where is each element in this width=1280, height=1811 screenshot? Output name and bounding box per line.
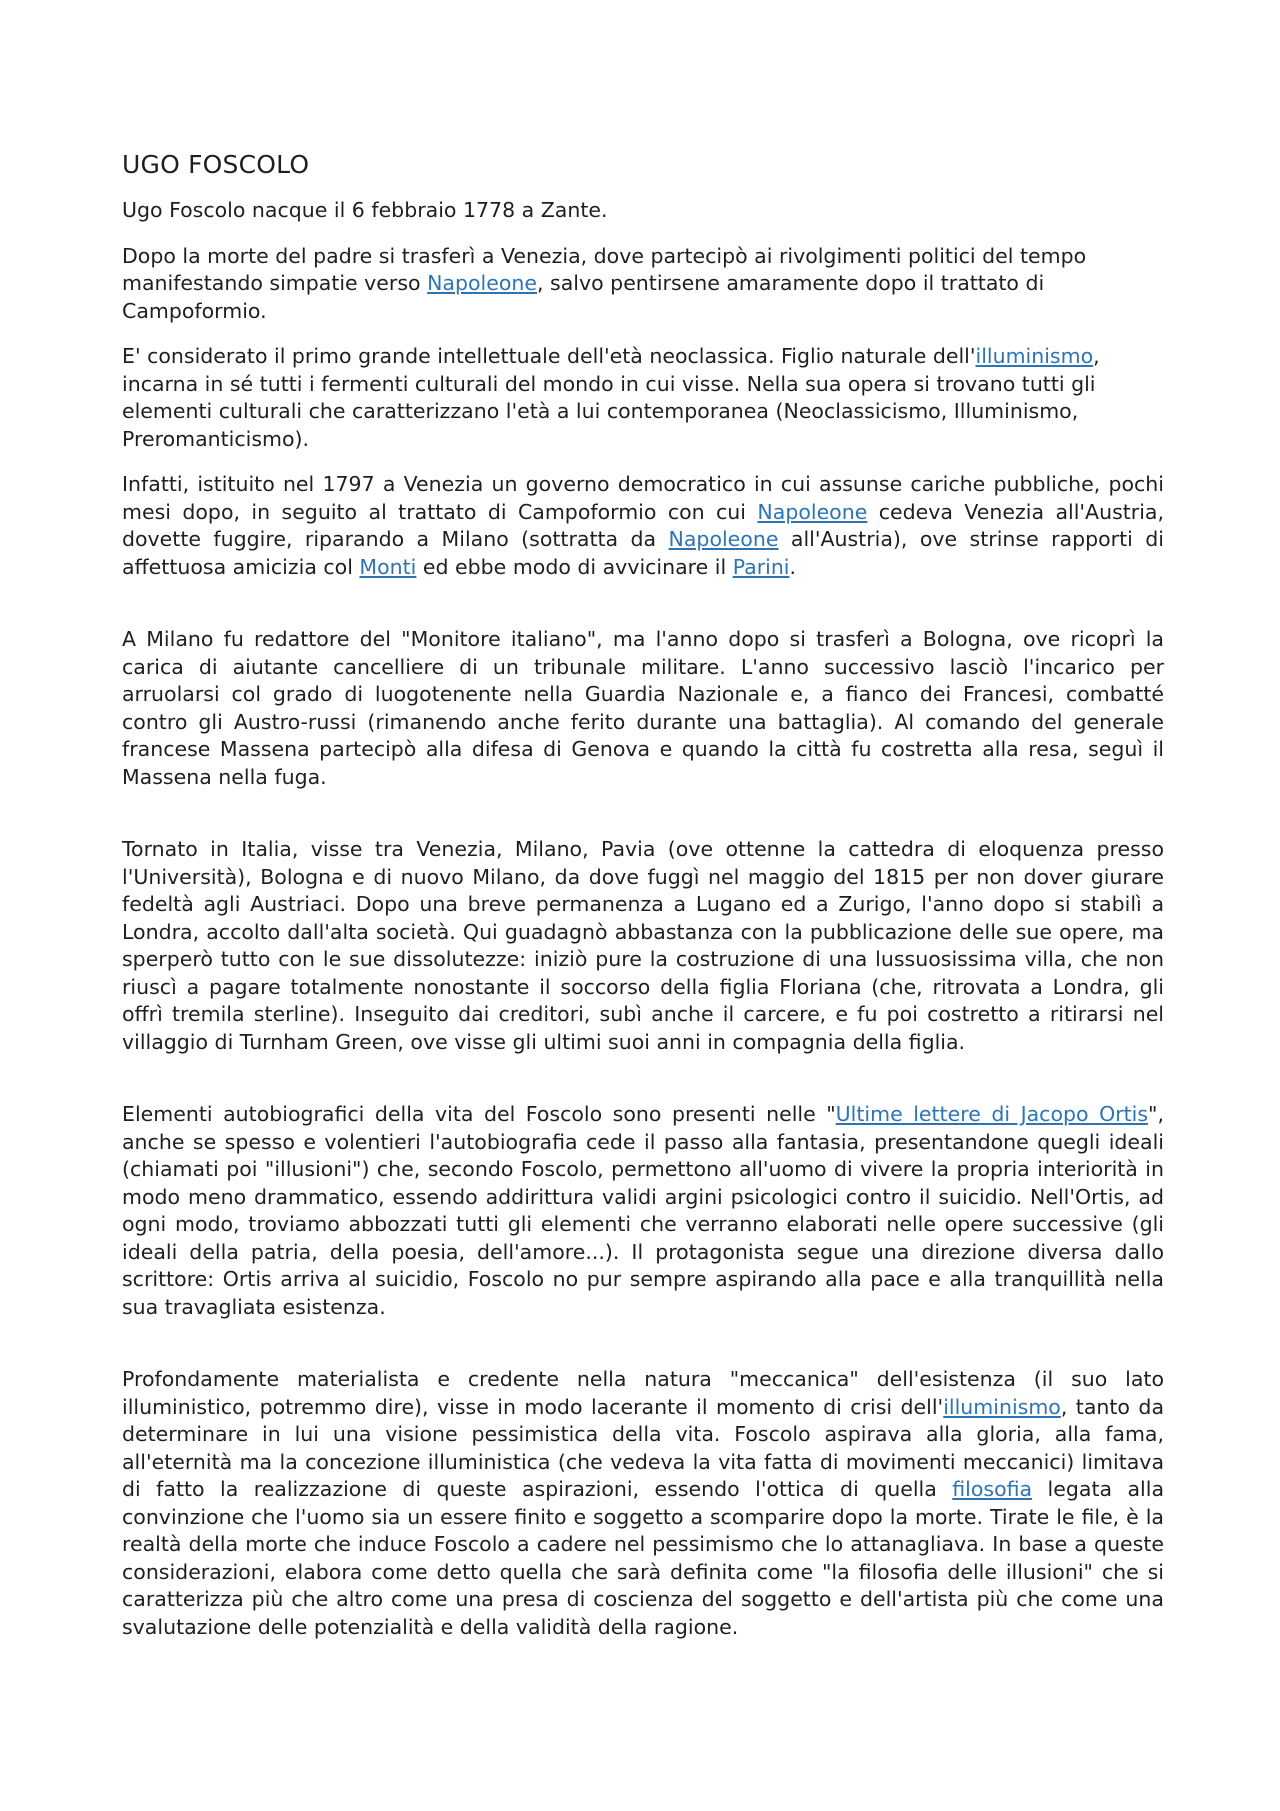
text-span: all'Austria), ove strinse rapporti di affettuosa amicizia col: [122, 527, 1164, 579]
link-napoleone[interactable]: Napoleone: [668, 527, 779, 551]
text-span: ed ebbe modo di avvicinare il: [416, 554, 733, 579]
text-span: .: [789, 554, 797, 579]
spacer: [122, 1074, 1164, 1101]
text-span: , incarna in sé tutti i fermenti culturali del mondo in cui visse. Nella sua opera si trovano tutti gli elementi culturali che caratterizzano l'età a lui contemporanea (Neoclassicismo, Illuminismo, Preromanticismo).: [122, 344, 1100, 451]
link-napoleone[interactable]: Napoleone: [757, 499, 868, 524]
paragraph-milano: A Milano fu redattore del "Monitore italiano", ma l'anno dopo si trasferì a Bologna, ove ricoprì la carica di aiutante cancelliere di un tribunale militare. L'anno successivo lasciò l'incarico per arruolarsi col grado di luogotenente nella Guardia Nazionale e, a fianco dei Francesi, combatté contro gli Austro-russi (rimanendo anche ferito durante una battaglia). Al comando del generale francese Massena partecipò alla difesa di Genova e quando la città fu costretta alla resa, seguì il Massena nella fuga.: [122, 627, 1164, 789]
paragraph-birth: Ugo Foscolo nacque il 6 febbraio 1778 a Zante.: [122, 198, 608, 222]
document-title: UGO FOSCOLO: [122, 150, 310, 179]
paragraph-materialista: [122, 1366, 1164, 1641]
link-parini[interactable]: Parini: [732, 554, 790, 579]
text-span: Profondamente materialista e credente nella natura "meccanica" dell'esistenza (il suo lato illuministico, potremmo dire), visse in modo lacerante il momento di crisi dell': [122, 1367, 1164, 1419]
text-span: cedeva Venezia all'Austria, dovette fuggire, riparando a Milano (sottratta da: [122, 499, 1164, 551]
paragraph-governo: [122, 471, 1164, 581]
paragraph-neoclassica: [122, 343, 1164, 453]
text-span: E' considerato il primo grande intellettuale dell'età neoclassica. Figlio naturale dell': [122, 344, 976, 368]
link-illuminismo[interactable]: illuminismo: [943, 1394, 1061, 1419]
text-span: , tanto da determinare in lui una visione pessimistica della vita. Foscolo aspirava alla gloria, alla fama, all'eternità ma la concezione illuministica (che vedeva la vita fatta di movimenti meccanici) limitava di fatto la realizzazione di queste aspirazioni, essendo l'ottica di quella: [122, 1394, 1165, 1501]
text-span: Infatti, istituito nel 1797 a Venezia un governo democratico in cui assunse cariche pubbliche, pochi mesi dopo, in seguito al trattato di Campoformio con cui: [122, 472, 1164, 524]
link-monti[interactable]: Monti: [359, 554, 417, 579]
paragraph-londra: Tornato in Italia, visse tra Venezia, Milano, Pavia (ove ottenne la cattedra di eloquenza presso l'Università), Bologna e di nuovo Milano, da dove fuggì nel maggio del 1815 per non dover giurare fedeltà agli Austriaci. Dopo una breve permanenza a Lugano ed a Zurigo, l'anno dopo si stabilì a Londra, accolto dall'alta società. Qui guadagnò abbastanza con la pubblicazione delle sue opere, ma sperperò tutto con le sue dissolutezze: iniziò pure la costruzione di una lussuosissima villa, che non riuscì a pagare totalmente nonostante il soccorso della figlia Floriana (che, ritrovata a Londra, gli offrì tremila sterline). Inseguito dai creditori, subì anche il carcere, e fu poi costretto a ritirarsi nel villaggio di Turnham Green, ove visse gli ultimi suoi anni in compagnia della figlia.: [122, 837, 1164, 1054]
spacer: [122, 809, 1164, 836]
spacer: [122, 1339, 1164, 1366]
link-napoleone[interactable]: Napoleone: [427, 271, 538, 295]
text-span: ", anche se spesso e volentieri l'autobiografia cede il passo alla fantasia, presentandone quegli ideali (chiamati poi "illusioni") che, secondo Foscolo, permettono all'uomo di vivere la propria interiorità in modo meno drammatico, essendo addirittura validi argini psicologici contro il suicidio. Nell'Ortis, ad ogni modo, troviamo abbozzati tutti gli elementi che verranno elaborati nelle opere successive (gli ideali della patria, della poesia, dell'amore...). Il protagonista segue una direzione diversa dallo scrittore: Ortis arriva al suicidio, Foscolo no pur sempre aspirando alla pace e alla tranquillità nella sua travagliata esistenza.: [122, 1102, 1164, 1319]
text-span: Dopo la morte del padre si trasferì a Venezia, dove partecipò ai rivolgimenti politici del tempo manifestando simpatie verso: [122, 243, 1087, 295]
link-jacopo-ortis[interactable]: Ultime lettere di Jacopo Ortis: [835, 1102, 1149, 1126]
link-illuminismo[interactable]: illuminismo: [975, 344, 1094, 368]
link-filosofia[interactable]: filosofia: [952, 1477, 1033, 1501]
paragraph-ortis: [122, 1101, 1164, 1321]
spacer: [122, 599, 1164, 626]
text-span: Elementi autobiografici della vita del Foscolo sono presenti nelle ": [122, 1102, 836, 1126]
text-span: , salvo pentirsene amaramente dopo il trattato di Campoformio.: [122, 271, 1045, 323]
text-span: legata alla convinzione che l'uomo sia un essere finito e soggetto a scomparire dopo la morte. Tirate le file, è la realtà della morte che induce Foscolo a cadere nel pessimismo che lo attanagliava. In base a queste considerazioni, elabora come detto quella che sarà definita come "la filosofia delle illusioni" che si caratterizza più che altro come una presa di coscienza del soggetto e dell'artista più che come una svalutazione delle potenzialità e della validità della ragione.: [122, 1477, 1165, 1639]
paragraph-venezia: [122, 243, 1164, 326]
